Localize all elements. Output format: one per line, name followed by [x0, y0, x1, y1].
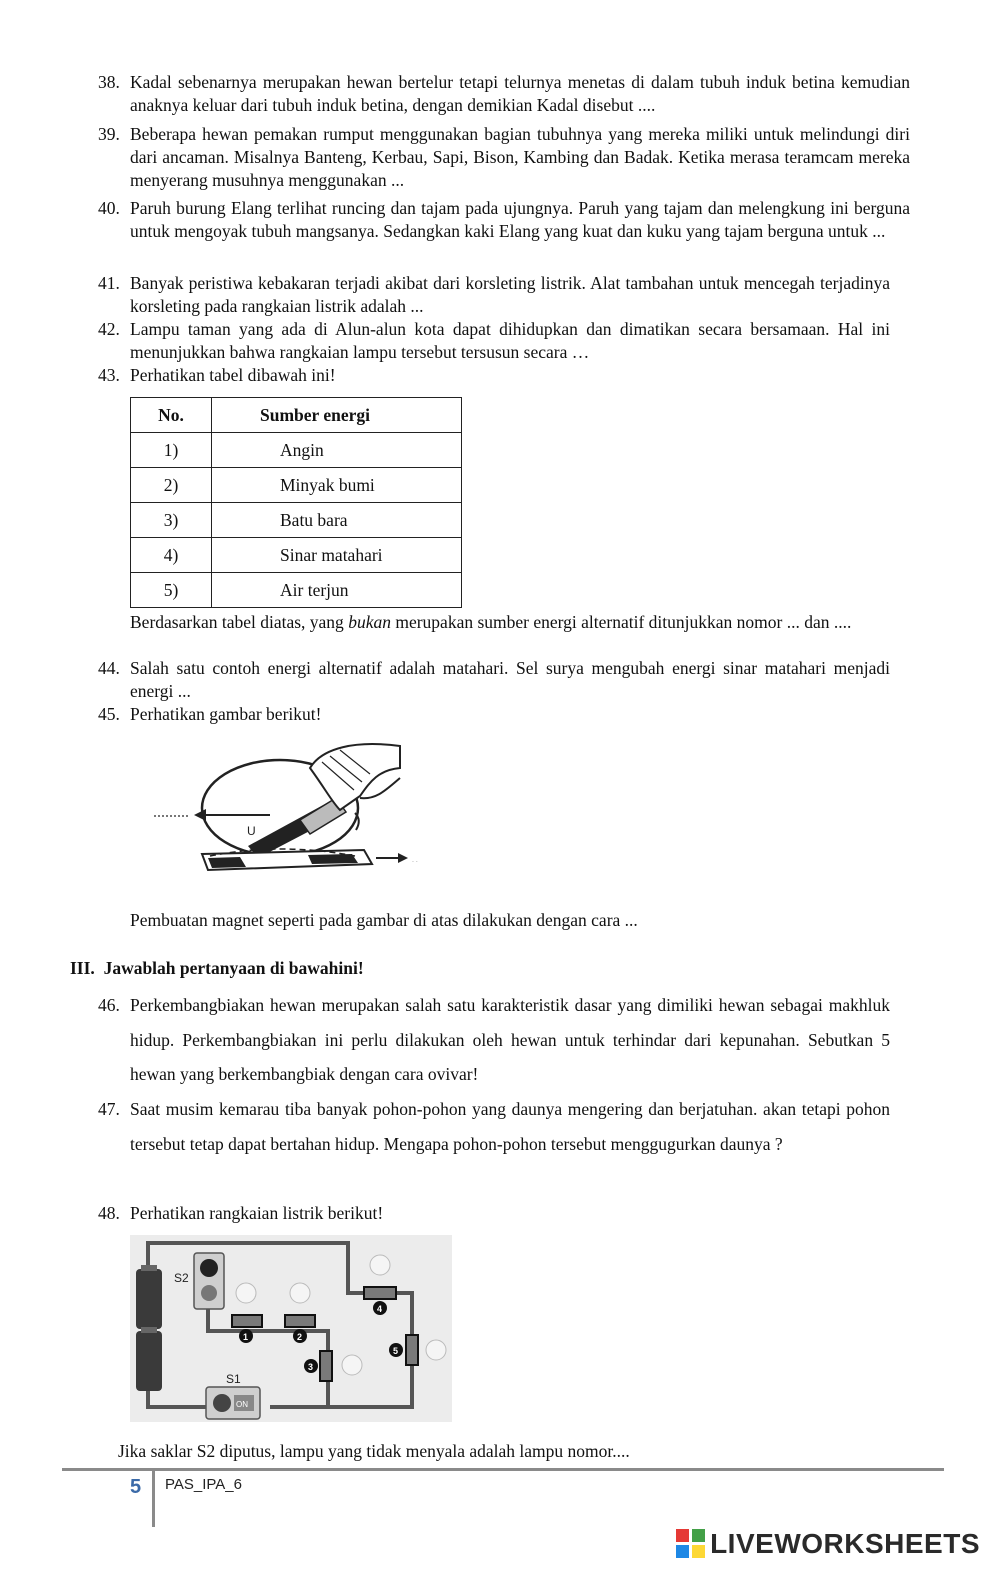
lamp-5-number: 5	[393, 1346, 399, 1356]
row-source: Sinar matahari	[212, 538, 462, 573]
q45-followup: Pembuatan magnet seperti pada gambar di atas dilakukan dengan cara ...	[130, 910, 638, 930]
q43-followup-after: merupakan sumber energi alternatif ditunjukkan nomor ... dan ....	[390, 612, 852, 632]
question-47	[98, 1092, 890, 1161]
lamp-1-number: 1	[243, 1332, 249, 1342]
switch-s1-label: S1	[226, 1372, 241, 1386]
row-no: 2)	[131, 468, 212, 503]
question-39	[98, 123, 910, 192]
section-3-heading	[70, 958, 364, 979]
q48-followup: Jika saklar S2 diputus, lampu yang tidak menyala adalah lampu nomor....	[118, 1441, 630, 1461]
question-44	[98, 657, 890, 703]
footer-vertical-divider	[152, 1471, 155, 1527]
question-45	[98, 703, 910, 726]
lamp-3-number: 3	[308, 1362, 314, 1372]
question-42	[98, 318, 890, 364]
row-source: Minyak bumi	[212, 468, 462, 503]
switch-s2-label: S2	[174, 1271, 189, 1285]
question-38	[98, 71, 910, 117]
question-text: Lampu taman yang ada di Alun-alun kota dapat dihidupkan dan dimatikan secara bersamaan. Hal ini menunjukkan bahwa rangkaian lampu tersebut tersusun secara …	[130, 319, 890, 362]
question-number: 45.	[98, 704, 120, 724]
question-text: Perkembangbiakan hewan merupakan salah satu karakteristik dasar yang dimiliki hewan sebagai makhluk hidup. Perkembangbiakan ini perlu dilakukan oleh hewan untuk terhindar dari kepunahan. Sebutkan 5 hewan yang berkembangbiak dengan cara ovivar!	[130, 995, 890, 1084]
battery-top	[136, 1265, 162, 1329]
energy-source-table	[130, 397, 462, 608]
liveworksheets-wordmark: LIVEWORKSHEETS	[710, 1528, 980, 1559]
question-43	[98, 364, 910, 387]
question-number: 39.	[98, 124, 120, 144]
table-row	[131, 538, 462, 573]
row-no: 1)	[131, 433, 212, 468]
q43-followup-italic: bukan	[348, 612, 391, 632]
question-text: Perhatikan tabel dibawah ini!	[130, 365, 336, 385]
liveworksheets-logo[interactable]	[676, 1527, 980, 1561]
question-text: Banyak peristiwa kebakaran terjadi akibat dari korsleting listrik. Alat tambahan untuk mencegah terjadinya korsleting pada rangkaian listrik adalah ...	[130, 273, 890, 316]
question-number: 46.	[98, 995, 120, 1015]
question-number: 38.	[98, 72, 120, 92]
table-row	[131, 503, 462, 538]
row-source: Air terjun	[212, 573, 462, 608]
hand-icon	[310, 744, 400, 810]
question-46	[98, 988, 890, 1092]
electric-circuit-figure	[130, 1235, 452, 1422]
question-text: Perhatikan rangkaian listrik berikut!	[130, 1203, 384, 1223]
switch-s1-state: ON	[236, 1400, 248, 1409]
question-text: Salah satu contoh energi alternatif adalah matahari. Sel surya mengubah energi sinar matahari menjadi energi ...	[130, 658, 890, 701]
lamp-2-number: 2	[297, 1332, 303, 1342]
row-source: Batu bara	[212, 503, 462, 538]
document-code: PAS_IPA_6	[165, 1476, 242, 1493]
question-number: 42.	[98, 319, 120, 339]
row-no: 5)	[131, 573, 212, 608]
faint-label-right: . .	[412, 857, 418, 864]
switch-s1	[206, 1387, 260, 1419]
question-number: 43.	[98, 365, 120, 385]
magnet-stroking-figure	[150, 738, 440, 878]
battery-bottom	[136, 1327, 162, 1391]
section-title: Jawablah pertanyaan di bawahini!	[103, 958, 364, 978]
header-no: No.	[131, 398, 212, 433]
iron-bar-dark-left	[208, 857, 246, 868]
direction-arrow-head	[194, 809, 206, 821]
table-header-row	[131, 398, 462, 433]
q43-followup	[130, 611, 892, 634]
direction-arrow-right-head	[398, 853, 408, 863]
question-number: 44.	[98, 658, 120, 678]
switch-s2	[194, 1253, 224, 1309]
table-row	[131, 468, 462, 503]
row-no: 4)	[131, 538, 212, 573]
magnet-pole-label: U	[247, 824, 256, 838]
question-number: 41.	[98, 273, 120, 293]
question-text: Beberapa hewan pemakan rumput menggunakan bagian tubuhnya yang mereka miliki untuk melindungi diri dari ancaman. Misalnya Banteng, Kerbau, Sapi, Bison, Kambing dan Badak. Ketika merasa teramcam mereka menyerang musuhnya menggunakan ...	[130, 124, 910, 190]
section-numeral: III.	[70, 958, 95, 978]
question-text: Kadal sebenarnya merupakan hewan bertelur tetapi telurnya menetas di dalam tubuh induk betina kemudian anaknya keluar dari tubuh induk betina, dengan demikian Kadal disebut ....	[130, 72, 910, 115]
table-row	[131, 573, 462, 608]
q43-followup-before: Berdasarkan tabel diatas, yang	[130, 612, 349, 632]
header-source: Sumber energi	[212, 398, 462, 433]
row-no: 3)	[131, 503, 212, 538]
question-text: Perhatikan gambar berikut!	[130, 704, 322, 724]
footer-divider	[62, 1468, 944, 1471]
question-41	[98, 272, 890, 318]
liveworksheets-grid-icon	[676, 1529, 706, 1559]
question-text: Saat musim kemarau tiba banyak pohon-pohon yang daunya mengering dan berjatuhan. akan tetapi pohon tersebut tetap dapat bertahan hidup. Mengapa pohon-pohon tersebut menggugurkan daunya ?	[130, 1099, 890, 1154]
circuit-background	[130, 1235, 452, 1422]
question-number: 48.	[98, 1203, 120, 1223]
row-source: Angin	[212, 433, 462, 468]
question-40	[98, 197, 910, 243]
question-48	[98, 1196, 890, 1231]
page-number: 5	[130, 1476, 142, 1498]
question-text: Paruh burung Elang terlihat runcing dan tajam pada ujungnya. Paruh yang tajam dan melengkung ini berguna untuk mengoyak tubuh mangsanya. Sedangkan kaki Elang yang kuat dan kuku yang tajam berguna untuk ...	[130, 198, 910, 241]
table-row	[131, 433, 462, 468]
lamp-4-number: 4	[377, 1304, 383, 1314]
question-number: 40.	[98, 198, 120, 218]
question-number: 47.	[98, 1099, 120, 1119]
